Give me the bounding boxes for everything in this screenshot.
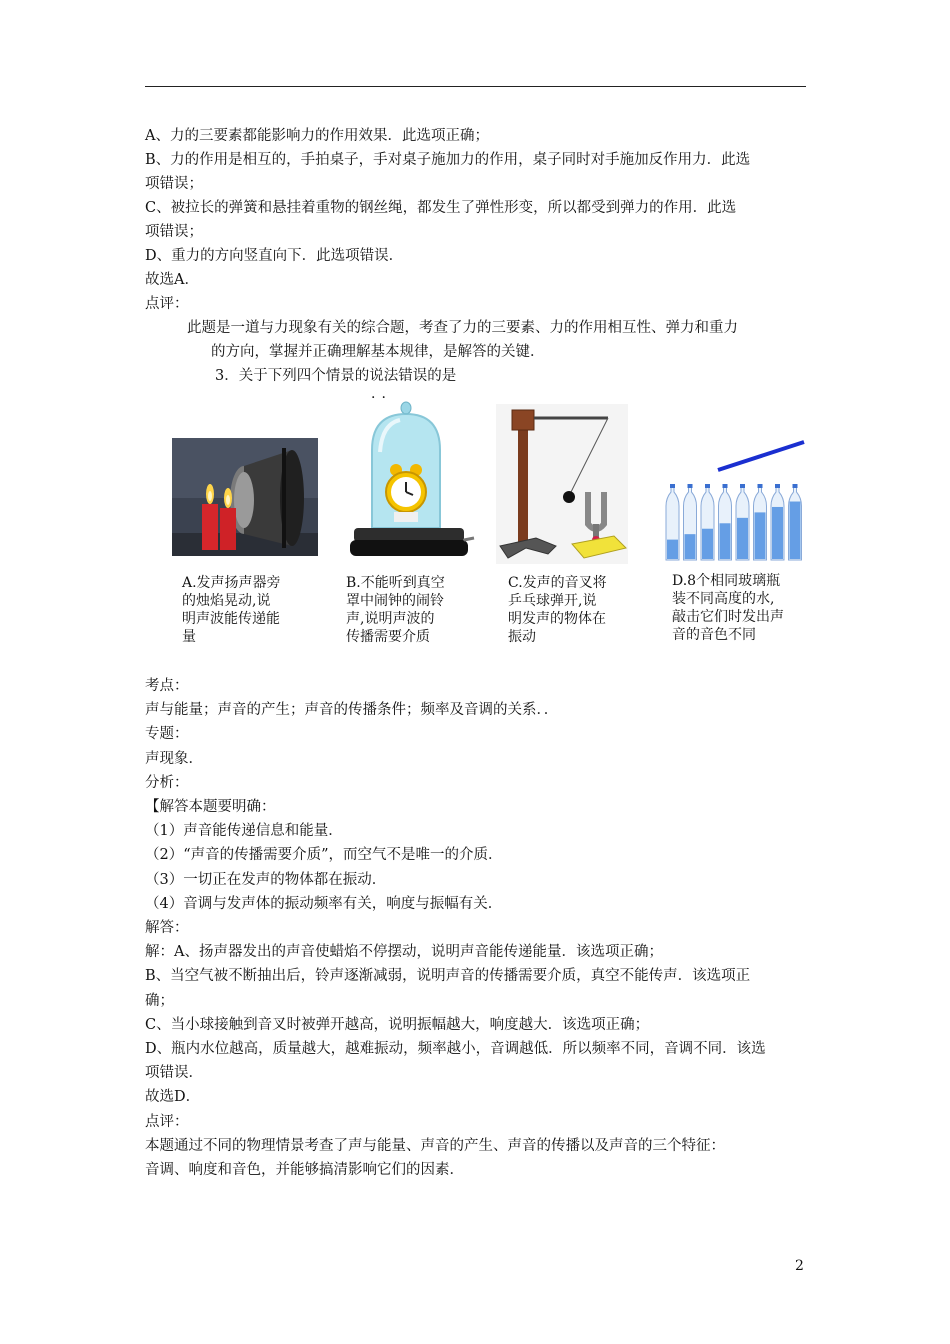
bottle-water	[667, 540, 678, 559]
text-line: 点评：	[145, 296, 189, 312]
text-line: （1）声音能传递信息和能量．	[145, 823, 343, 840]
comment-line: 的方向，掌握并正确理解基本规律，是解答的关键．	[211, 344, 545, 360]
bottle-neck	[758, 484, 763, 488]
bottle-water	[790, 502, 801, 559]
text-line: 故选A．	[145, 272, 199, 288]
text-line: D、瓶内水位越高，质量越大，越难振动，频率越小，音调越低．所以频率不同，音调不同．该选	[145, 1041, 766, 1058]
text-line: （3）一切正在发声的物体都在振动．	[145, 871, 387, 888]
bottle-neck	[723, 484, 728, 488]
text-line: 声现象．	[145, 750, 203, 767]
bottle-water	[755, 512, 766, 559]
text-line: C、当小球接触到音叉时被弹开越高，说明振幅越大，响度越大．该选项正确；	[145, 1016, 650, 1033]
text-line: 本题通过不同的物理情景考查了声与能量、声音的产生、声音的传播以及声音的三个特征：	[145, 1137, 725, 1154]
text-line: 确；	[145, 992, 174, 1009]
caption-b: B.不能听到真空 罩中闹钟的闹铃 声,说明声波的 传播需要介质	[346, 575, 445, 645]
bottle-water	[702, 529, 713, 559]
text-line: 项错误；	[145, 224, 203, 240]
caption-c: C.发声的音叉将 乒乓球弹开,说 明发声的物体在 振动	[508, 575, 607, 645]
bottle-water	[772, 507, 783, 559]
text-line: D、重力的方向竖直向下．此选项错误．	[145, 248, 404, 264]
tuning-fork-figure	[496, 404, 628, 564]
text-line: 项错误；	[145, 176, 203, 192]
bottle-water	[737, 518, 748, 559]
text-line: B、力的作用是相互的，手拍桌子，手对桌子施加力的作用，桌子同时对手施加反作用力．此选	[145, 152, 751, 168]
answer-part2	[145, 674, 810, 1182]
bell-jar-figure	[348, 400, 478, 566]
header-rule	[145, 86, 806, 87]
bottle-neck	[670, 484, 675, 488]
text-line: 故选D．	[145, 1089, 201, 1106]
text-line: 解答：	[145, 920, 189, 937]
bottle-neck	[793, 484, 798, 488]
text-line: 点评：	[145, 1113, 189, 1130]
text-line: 解：A、扬声器发出的声音使蜡焰不停摆动，说明声音能传递能量．该选项正确；	[145, 944, 663, 961]
text-line: （2）“声音的传播需要介质”，而空气不是唯一的介质．	[145, 847, 503, 864]
bottle-neck	[705, 484, 710, 488]
text-line: 音调、响度和音色，并能够搞清影响它们的因素．	[145, 1162, 464, 1179]
bottle-neck	[740, 484, 745, 488]
text-line: （4）音调与发声体的振动频率有关，响度与振幅有关．	[145, 895, 503, 912]
question-3: 3．关于下列四个情景的说法错误的是	[215, 368, 457, 384]
emphasis-dots: ··	[371, 390, 392, 406]
text-line: 【解答本题要明确：	[145, 799, 276, 816]
caption-d: D.8个相同玻璃瓶 装不同高度的水, 敲击它们时发出声 音的音色不同	[672, 573, 784, 643]
bottle-neck	[775, 484, 780, 488]
text-line: 项错误．	[145, 1065, 203, 1082]
glass-bottles-figure	[662, 440, 808, 564]
text-line: 分析：	[145, 774, 189, 791]
text-line: 考点：	[145, 678, 189, 694]
bottle-neck	[688, 484, 693, 488]
text-line: 专题：	[145, 726, 189, 743]
text-line: C、被拉长的弹簧和悬挂着重物的钢丝绳，都发生了弹性形变，所以都受到弹力的作用．此选	[145, 200, 737, 216]
bottle-water	[685, 534, 696, 559]
bottle-water	[720, 523, 731, 559]
comment-line: 此题是一道与力现象有关的综合题，考查了力的三要素、力的作用相互性、弹力和重力	[187, 320, 738, 336]
caption-a: A.发声扬声器旁 的烛焰晃动,说 明声波能传递能 量	[182, 575, 281, 645]
page-number: 2	[795, 1258, 804, 1274]
text-line: B、当空气被不断抽出后，铃声逐渐减弱，说明声音的传播需要介质，真空不能传声．该选项正	[145, 968, 751, 985]
speaker-candle-figure	[172, 438, 318, 556]
text-line: 声与能量；声音的产生；声音的传播条件；频率及音调的关系．．	[145, 702, 559, 719]
answer-part1	[145, 124, 810, 388]
text-line: A、力的三要素都能影响力的作用效果．此选项正确；	[145, 128, 489, 144]
